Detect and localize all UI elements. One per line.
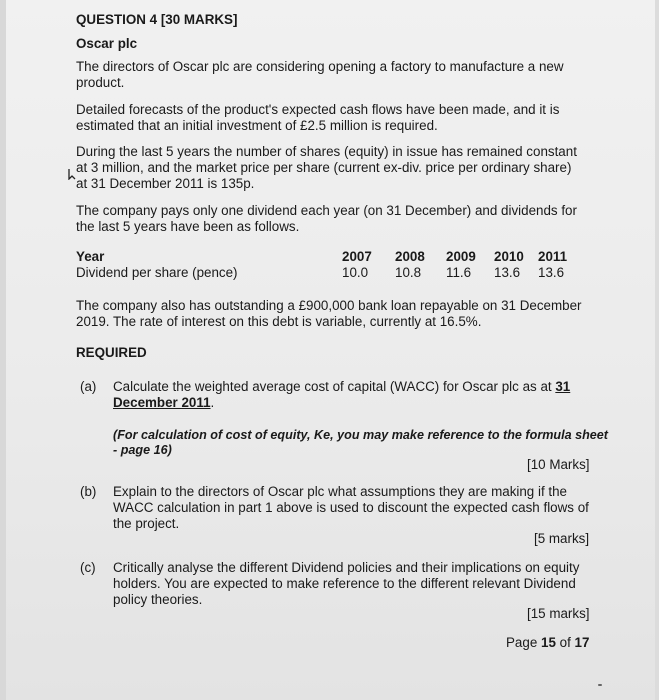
paper-speck bbox=[598, 684, 602, 686]
part-b-line2: WACC calculation in part 1 above is used to discount the expected cash flows of bbox=[113, 500, 589, 515]
table-header-year: Year bbox=[76, 249, 105, 264]
para2-line2: estimated that an initial investment of £2.5 million is required. bbox=[76, 118, 438, 133]
question-heading: QUESTION 4 [30 MARKS] bbox=[76, 12, 238, 27]
para1-line2: product. bbox=[76, 75, 125, 90]
part-a-note-line1: (For calculation of cost of equity, Ke, you may make reference to the formula sheet bbox=[113, 428, 609, 442]
part-a-marks: [10 Marks] bbox=[527, 457, 590, 472]
loan-line2: 2019. The rate of interest on this debt is variable, currently at 16.5%. bbox=[76, 314, 482, 329]
part-b-marks: [5 marks] bbox=[534, 531, 590, 546]
page-label-pre: Page bbox=[506, 635, 541, 650]
table-year-2009: 2009 bbox=[446, 249, 476, 264]
text-cursor-icon bbox=[68, 168, 76, 180]
loan-line1: The company also has outstanding a £900,000 bank loan repayable on 31 December bbox=[76, 298, 582, 313]
part-c-line2: holders. You are expected to make reference to the different relevant Dividend bbox=[113, 576, 576, 591]
table-value-2009: 11.6 bbox=[446, 265, 472, 280]
table-value-2007: 10.0 bbox=[342, 265, 369, 280]
part-a-line2 bbox=[113, 395, 214, 411]
table-year-2007: 2007 bbox=[342, 249, 372, 264]
table-header-dividend: Dividend per share (pence) bbox=[76, 265, 238, 280]
part-a-note-line2: - page 16) bbox=[113, 443, 172, 457]
part-a-date-day: 31 bbox=[555, 379, 571, 394]
table-value-2008: 10.8 bbox=[395, 265, 422, 280]
part-c-marks: [15 marks] bbox=[527, 606, 590, 621]
para3-line1: During the last 5 years the number of shares (equity) in issue has remained constant bbox=[76, 144, 577, 159]
company-name: Oscar plc bbox=[76, 36, 138, 51]
para3-line2: at 3 million, and the market price per share (current ex-div. price per ordinary share) bbox=[76, 160, 572, 175]
required-label: REQUIRED bbox=[76, 345, 147, 360]
page-number bbox=[506, 635, 589, 651]
part-c-line1: Critically analyse the different Dividend policies and their implications on equity bbox=[113, 560, 580, 575]
part-a-letter: (a) bbox=[80, 379, 97, 394]
page-total: 17 bbox=[574, 635, 590, 650]
part-b-line1: Explain to the directors of Oscar plc what assumptions they are making if the bbox=[113, 484, 568, 499]
table-year-2011: 2011 bbox=[538, 249, 568, 264]
para1-line1: The directors of Oscar plc are considering opening a factory to manufacture a new bbox=[76, 59, 564, 74]
part-a-date-rest: December 2011 bbox=[113, 395, 211, 410]
part-b-line3: the project. bbox=[113, 516, 180, 531]
part-a-line1 bbox=[113, 379, 570, 395]
table-value-2010: 13.6 bbox=[494, 265, 521, 280]
table-year-2008: 2008 bbox=[395, 249, 425, 264]
page-current: 15 bbox=[541, 635, 556, 650]
para4-line2: the last 5 years have been as follows. bbox=[76, 219, 300, 234]
para3-line3: at 31 December 2011 is 135p. bbox=[76, 176, 255, 191]
part-a-line2-post: . bbox=[210, 395, 215, 410]
part-b-letter: (b) bbox=[80, 484, 97, 499]
table-value-2011: 13.6 bbox=[538, 265, 565, 280]
page-edge-left bbox=[0, 0, 6, 700]
table-year-2010: 2010 bbox=[494, 249, 524, 264]
part-c-line3: policy theories. bbox=[113, 592, 203, 607]
page-edge-right bbox=[655, 0, 659, 700]
para2-line1: Detailed forecasts of the product's expected cash flows have been made, and it is bbox=[76, 102, 560, 117]
part-a-line1-text: Calculate the weighted average cost of capital (WACC) for Oscar plc as at bbox=[113, 379, 556, 394]
para4-line1: The company pays only one dividend each year (on 31 December) and dividends for bbox=[76, 203, 577, 218]
part-c-letter: (c) bbox=[80, 560, 96, 575]
page-label-mid: of bbox=[555, 635, 575, 650]
